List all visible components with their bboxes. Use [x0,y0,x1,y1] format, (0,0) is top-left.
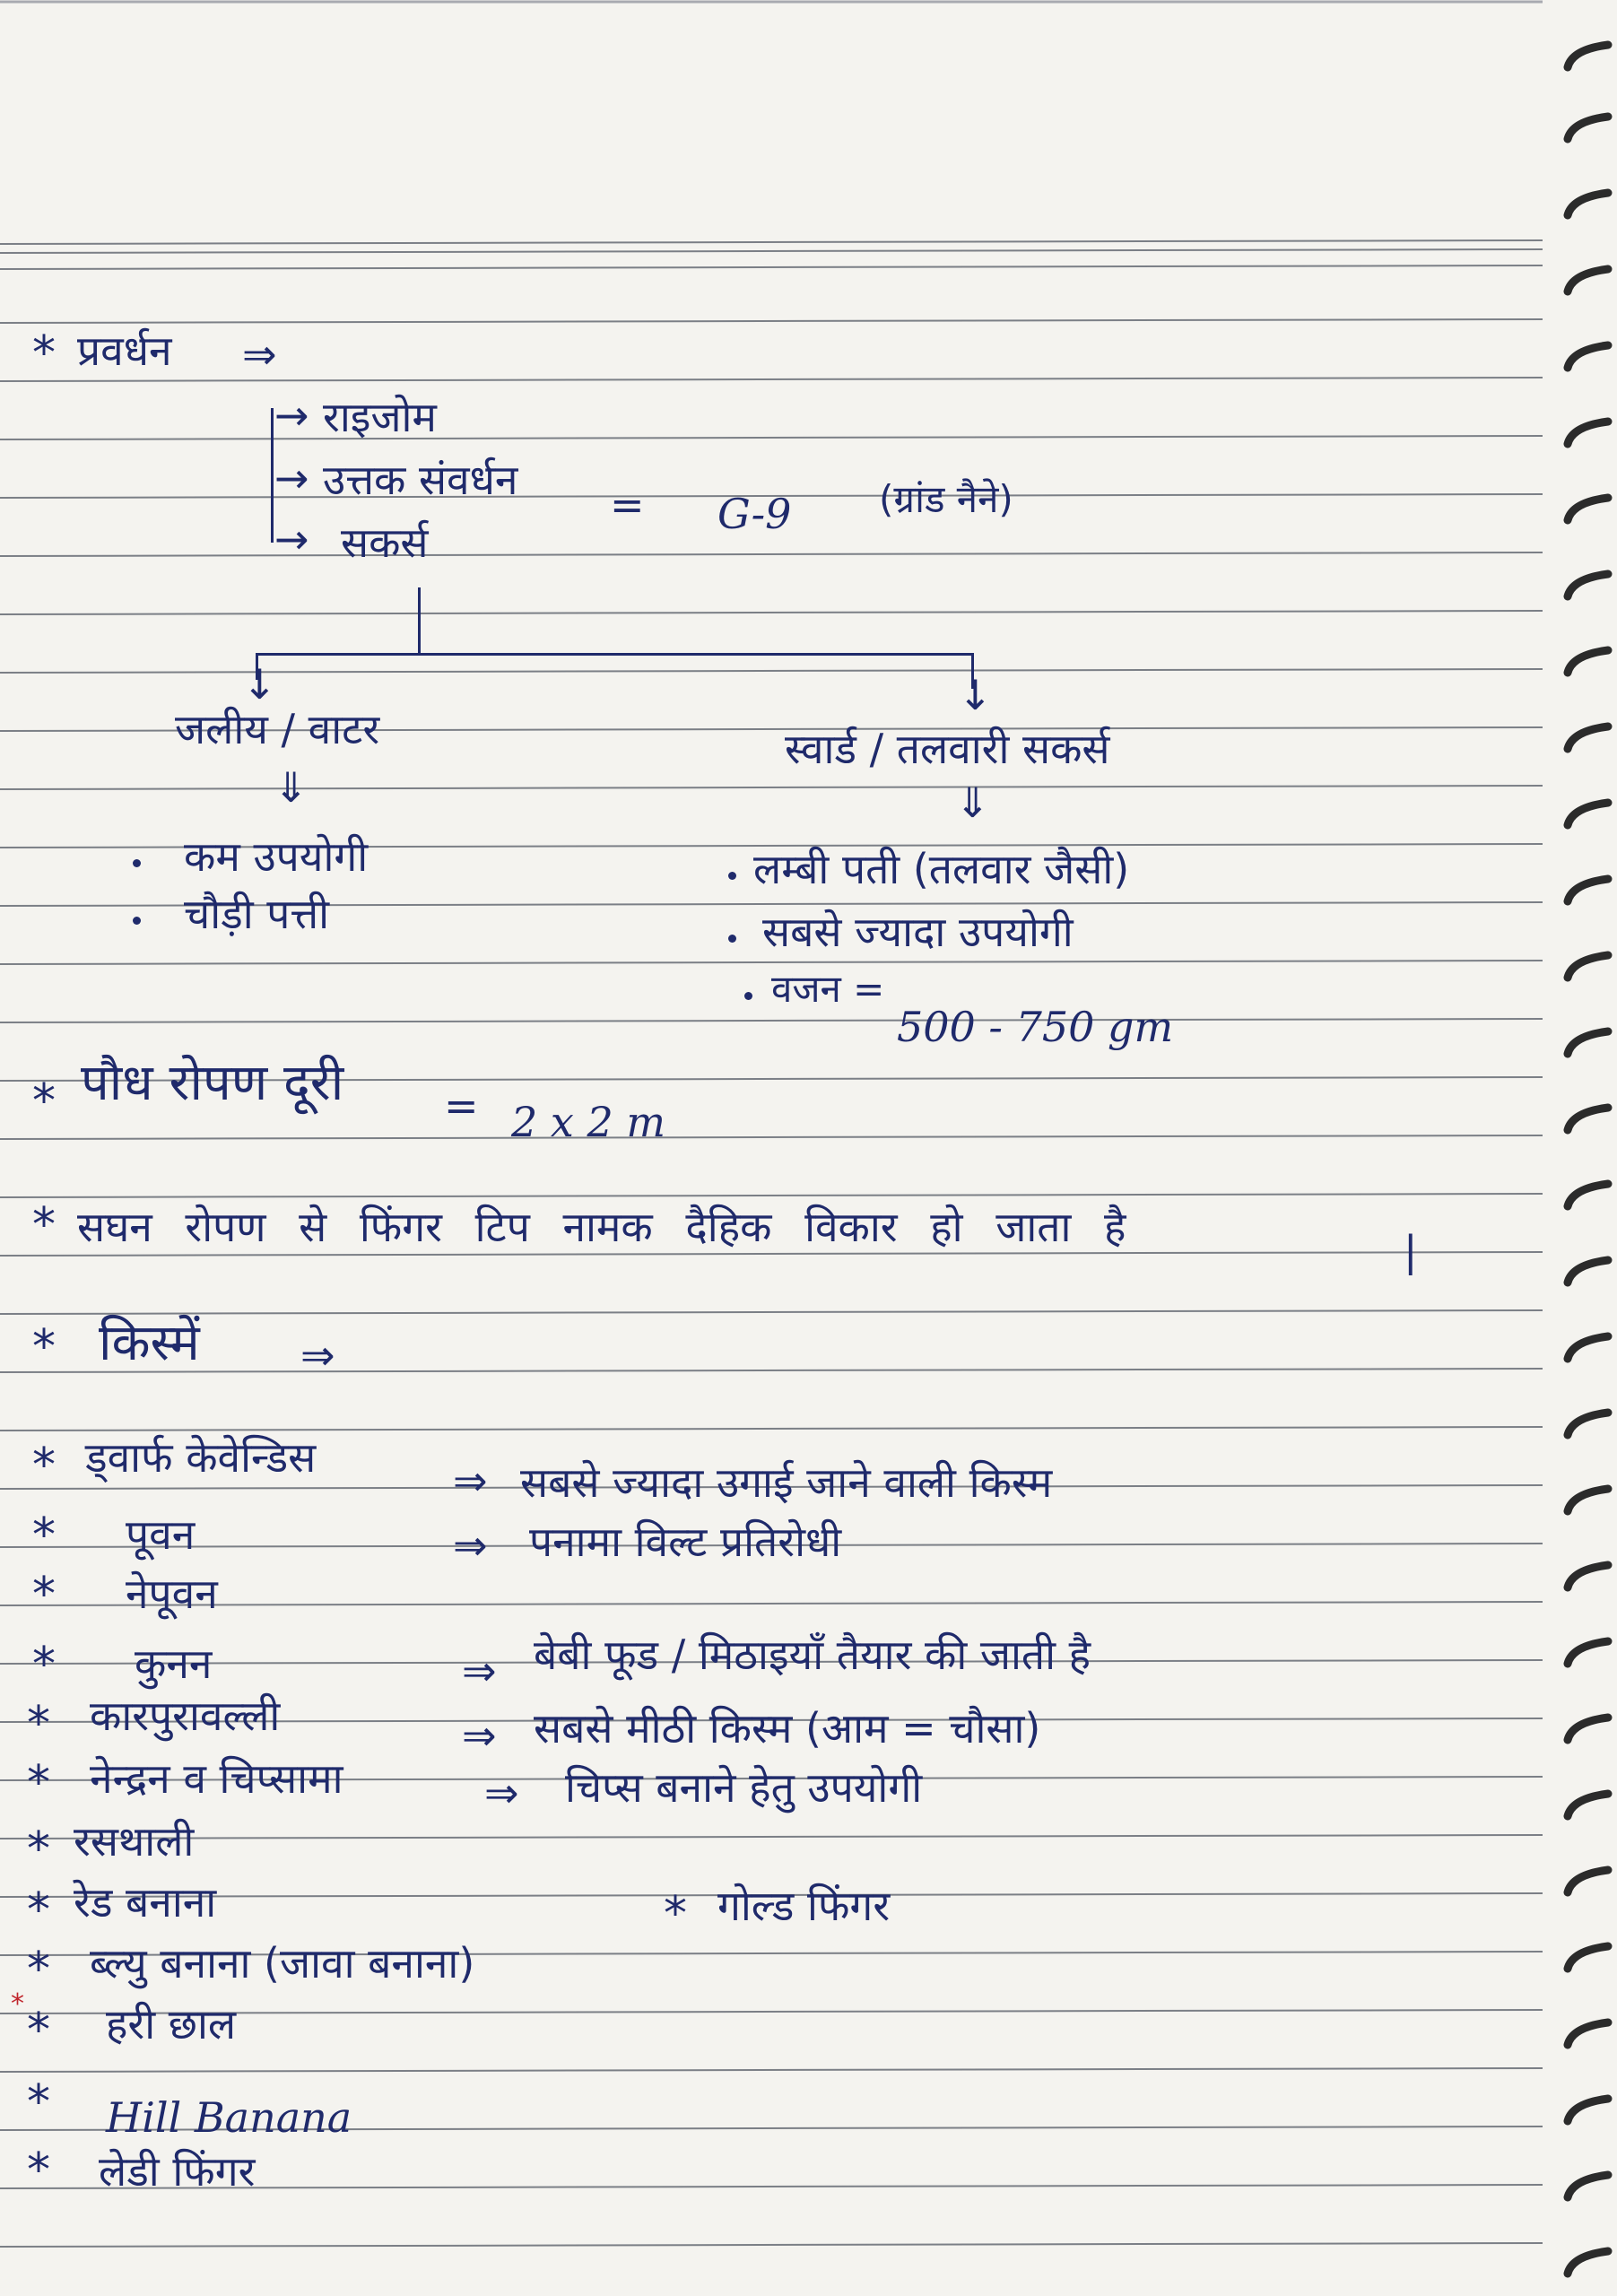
variety-name: ड्वार्फ केवेन्डिस [85,1433,317,1482]
bullet-star-icon: * [32,326,56,380]
sword-sucker-weight-label: वजन = [771,967,885,1011]
variety-name: नेन्द्रन व चिप्सामा [90,1754,343,1803]
double-arrow-down-icon: ⇓ [955,778,990,827]
bullet-star-icon: * [27,1943,50,1996]
water-sucker-point: चौड़ी पत्ती [184,890,330,938]
propagation-heading: प्रवर्धन [77,326,172,375]
variety-desc: चिप्स बनाने हेतु उपयोगी [565,1763,923,1812]
water-sucker-point: कम उपयोगी [184,832,369,881]
arrow-right-icon: ⇒ [300,1331,335,1379]
bullet-star-icon: * [32,1320,56,1374]
spacing-equals: = [444,1082,479,1130]
method-rhizome: राइजोम [323,393,437,441]
arrow-right-icon: ⇒ [453,1457,488,1505]
arrow-right-icon: ⇒ [462,1711,497,1760]
spiral-binding [1545,0,1617,2296]
variety-name: कुनन [135,1639,213,1688]
bullet-star-icon: * [27,2075,50,2129]
variety-name: नेपूवन [126,1570,218,1618]
bullet-star-icon: * [32,1509,56,1562]
bullet-star-icon: * [27,1822,50,1876]
variety-name: लेडी फिंगर [99,2147,256,2196]
variety-desc: बेबी फूड / मिठाइयाँ तैयार की जाती है [534,1631,1091,1679]
varieties-heading: किस्में [99,1314,200,1372]
variety-desc: सबसे ज्यादा उगाई जाने वाली किस्म [520,1458,1053,1507]
equals-sign: = [610,481,645,529]
bullet-star-icon: * [32,1568,56,1622]
spacing-label: पौध रोपण दूरी [81,1054,344,1112]
water-sucker-title: जलीय / वाटर [175,705,380,753]
sword-sucker-weight-value: 500 - 750 gm [897,1003,1174,1051]
bullet-star-icon: * [32,1439,56,1492]
double-arrow-down-icon: ⇓ [274,763,309,812]
bullet-star-icon: * [27,1697,50,1751]
variety-name: कारपुरावल्ली [90,1692,281,1740]
arrow-right-icon: → [274,391,309,439]
arrow-right-icon: ⇒ [462,1647,497,1695]
variety-name: पूवन [126,1510,196,1559]
arrow-right-icon: → [274,515,309,563]
tree-connector [271,408,274,543]
list-bullet [133,917,141,925]
method-suckers: सकर्स [341,518,429,567]
bullet-star-icon: * [27,2004,50,2057]
method-tissue-culture: उत्तक संवर्धन [323,456,518,504]
variety-name: रसथाली [74,1817,195,1866]
sword-sucker-point: सबसे ज्यादा उपयोगी [762,908,1074,956]
arrow-down-icon: ↓ [958,671,993,719]
list-bullet [728,872,736,880]
arrow-right-icon: ⇒ [453,1521,488,1570]
bullet-star-icon: * [27,2144,50,2197]
bullet-star-icon: * [27,1883,50,1937]
side-note-gold-finger: गोल्ड फिंगर [717,1882,891,1930]
variety-name: हरी छाल [106,2000,237,2048]
bullet-star-icon: * [664,1887,687,1941]
list-bullet [728,935,736,943]
arrow-right-icon: ⇒ [242,330,277,378]
variety-g9: G-9 [717,490,792,538]
arrow-right-icon: → [274,454,309,502]
bullet-star-icon: * [27,1756,50,1810]
bullet-star-icon: * [32,1638,56,1692]
red-star-icon: * [11,1988,24,2020]
branch-stem [418,587,421,655]
sentence-end-mark: | [1404,1227,1418,1275]
arrow-down-icon: ↓ [242,660,277,709]
spacing-value: 2 x 2 m [511,1098,665,1146]
variety-desc: सबसे मीठी किस्म (आम = चौसा) [534,1704,1041,1752]
bullet-star-icon: * [32,1074,56,1128]
sword-sucker-title: स्वार्ड / तलवारी सकर्स [785,725,1110,773]
list-bullet [133,859,141,867]
disorder-note: सघन रोपण से फिंगर टिप नामक दैहिक विकार हो जाता है [77,1203,1126,1251]
variety-name: रेड बनाना [74,1878,217,1926]
variety-name: ब्ल्यु बनाना (जावा बनाना) [90,1939,475,1987]
variety-grand-naine: (ग्रांड नैने) [879,477,1013,521]
sword-sucker-point: लम्बी पती (तलवार जैसी) [753,845,1130,893]
bullet-star-icon: * [32,1198,56,1252]
branch-bar [256,653,973,656]
variety-name: Hill Banana [106,2093,352,2142]
arrow-right-icon: ⇒ [484,1769,519,1817]
variety-desc: पनामा विल्ट प्रतिरोधी [529,1518,842,1566]
list-bullet [744,992,752,1000]
